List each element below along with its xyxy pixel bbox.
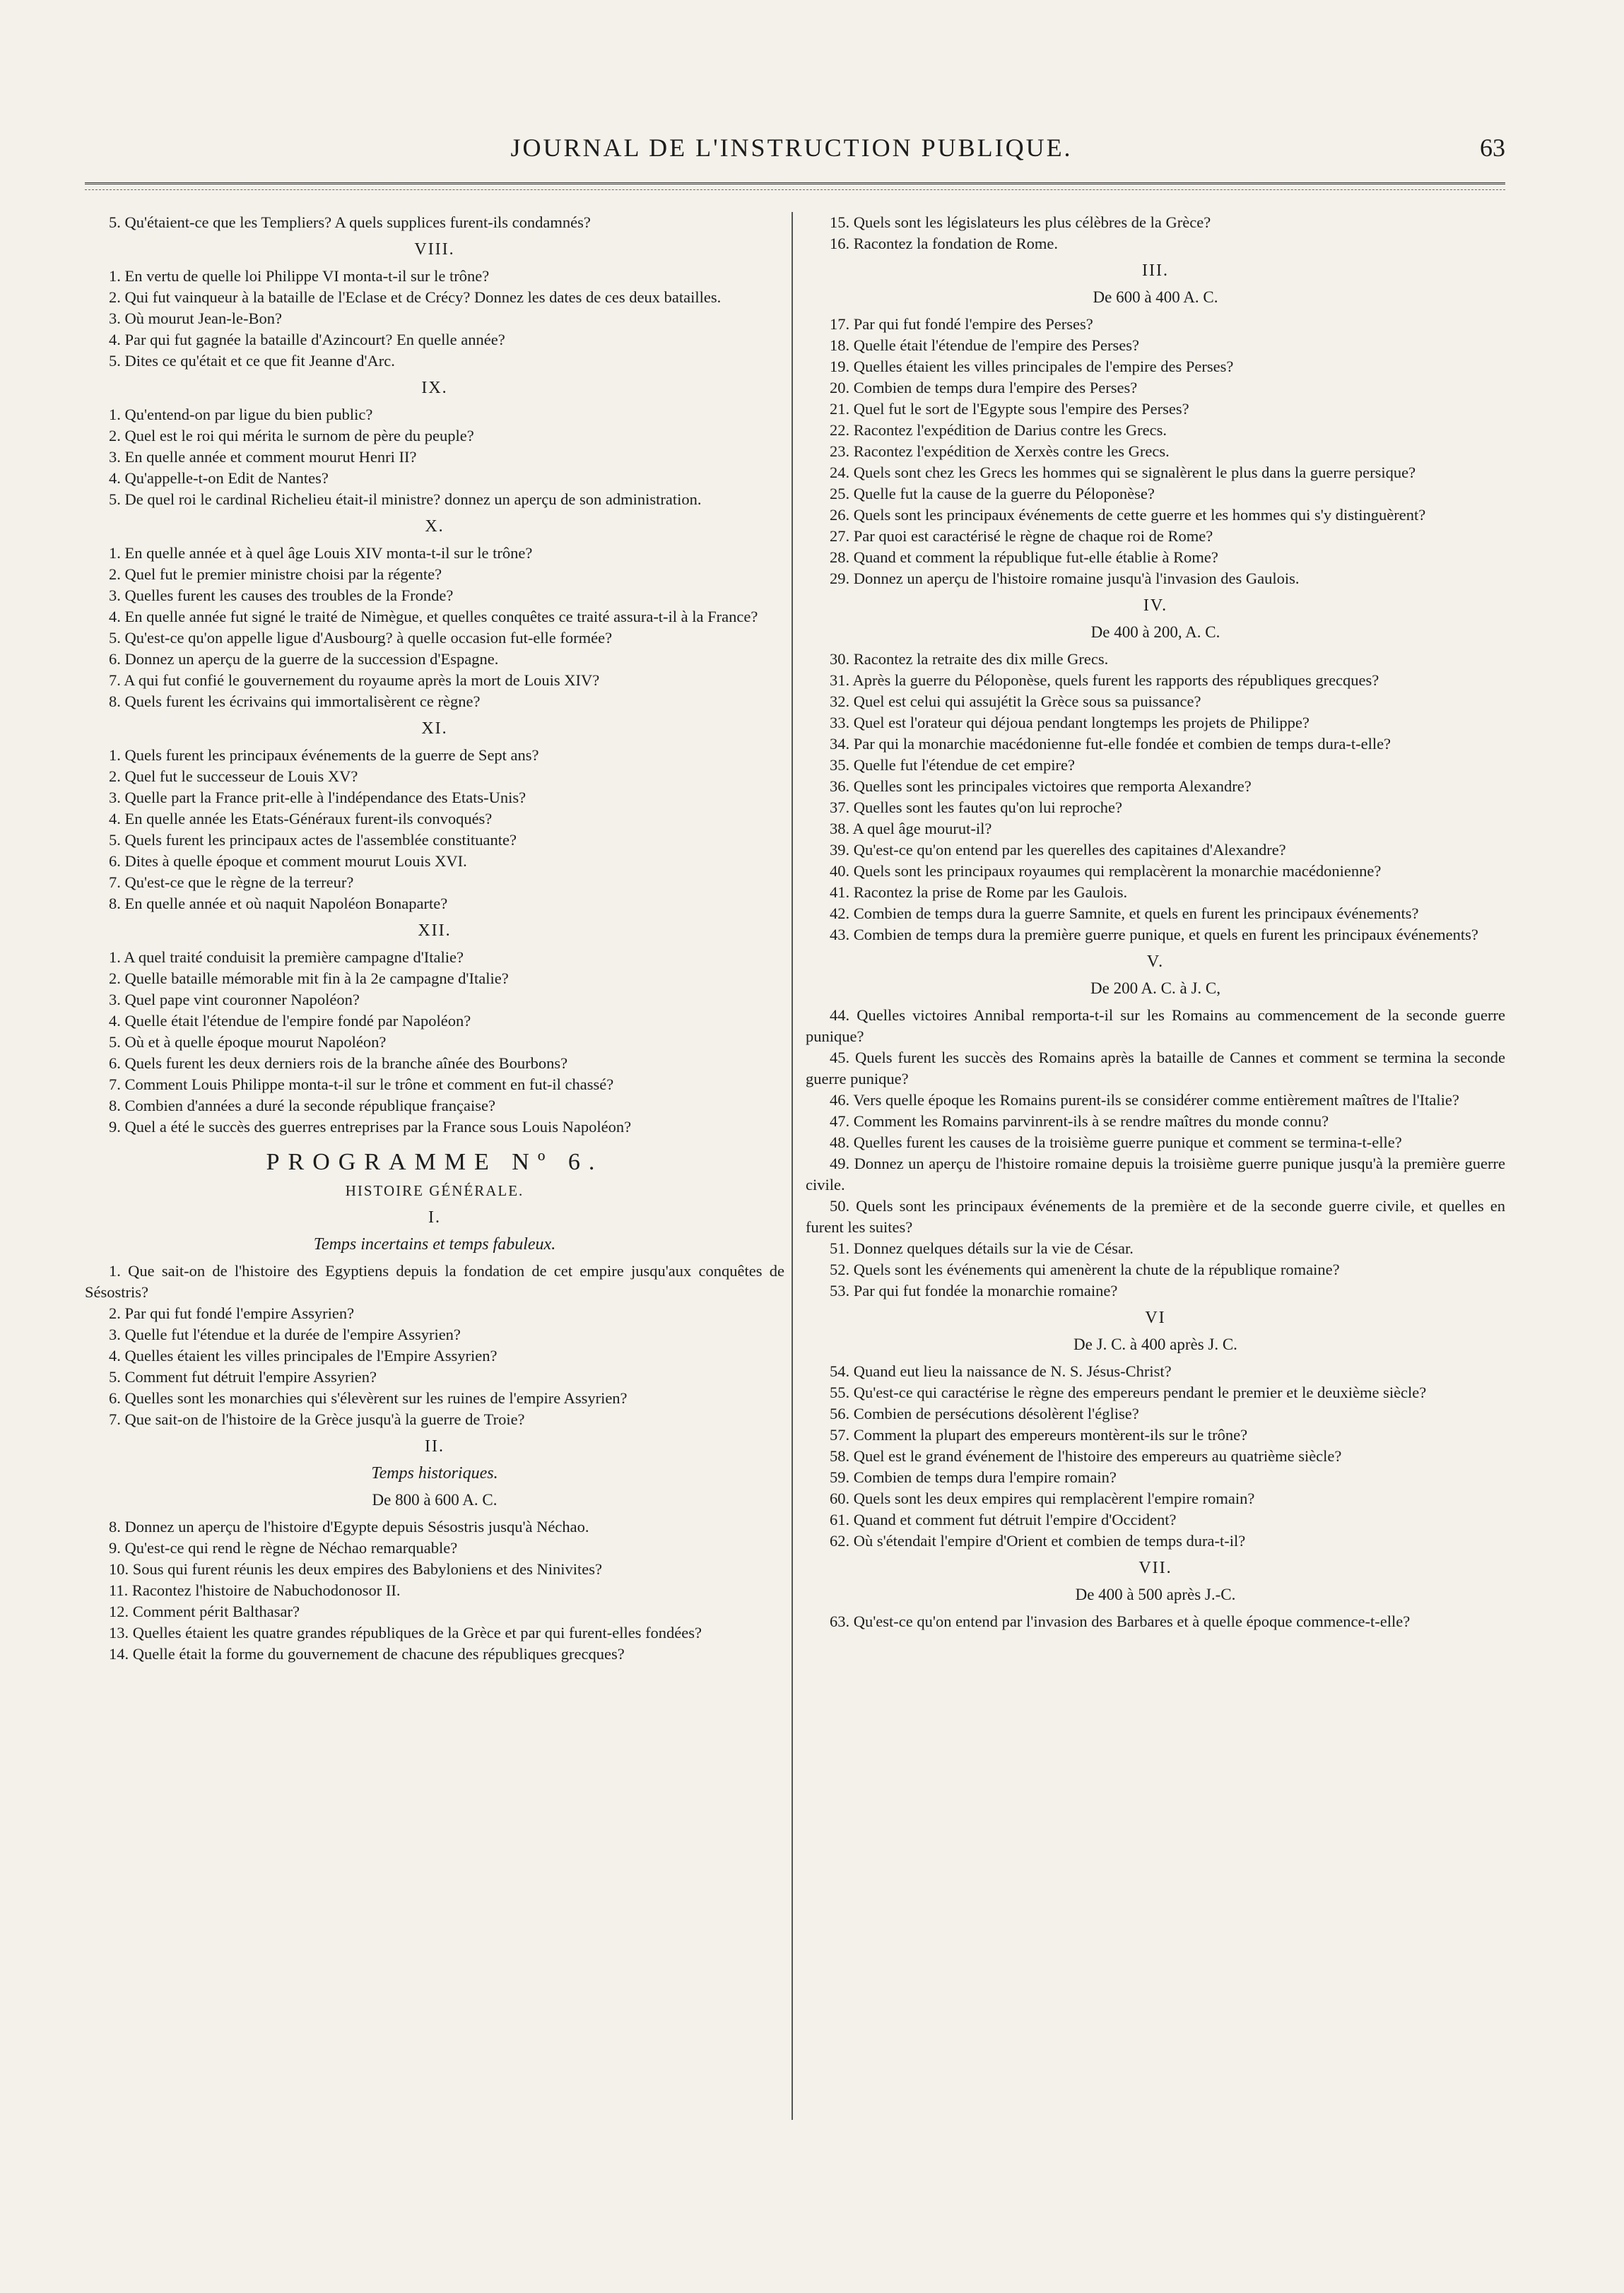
question: 5. Qu'étaient-ce que les Templiers? A quels supplices furent-ils condamnés? [109, 213, 591, 231]
question-item: 41. Racontez la prise de Rome par les Gaulois. [830, 883, 1128, 901]
question-item: 42. Combien de temps dura la guerre Samnite, et quels en furent les principaux événements? [830, 904, 1419, 922]
section-subtitle: Temps incertains et temps fabuleux. [313, 1235, 556, 1254]
question-item: 4. Quelles étaient les villes principales de l'Empire Assyrien? [109, 1347, 498, 1364]
section-heading: II. [425, 1437, 445, 1456]
question-item: 26. Quels sont les principaux événements de cette guerre et les hommes qui s'y distinguèrent? [830, 506, 1426, 524]
question-item: 30. Racontez la retraite des dix mille Grecs. [830, 650, 1109, 668]
question-item: 46. Vers quelle époque les Romains purent-ils se considérer comme entièrement maîtres de l'Italie? [830, 1091, 1459, 1109]
programme-heading: PROGRAMME Nº 6. [266, 1149, 604, 1175]
question-item: 2. Quelle bataille mémorable mit fin à la 2e campagne d'Italie? [109, 969, 509, 987]
question-item: 4. Par qui fut gagnée la bataille d'Azincourt? En quelle année? [109, 331, 505, 348]
question-list [806, 1005, 1505, 1302]
question-item: 7. Que sait-on de l'histoire de la Grèce jusqu'à la guerre de Troie? [109, 1410, 525, 1428]
question-item: 7. Comment Louis Philippe monta-t-il sur le trône et comment en fut-il chassé? [109, 1075, 614, 1093]
section-heading: VI [1145, 1309, 1166, 1327]
question-item: 4. En quelle année les Etats-Généraux furent-ils convoqués? [109, 810, 493, 827]
question-item: 1. A quel traité conduisit la première campagne d'Italie? [109, 948, 464, 966]
section-heading: XI. [421, 719, 448, 738]
question-list [85, 745, 784, 914]
question-item: 1. Qu'entend-on par ligue du bien public? [109, 406, 373, 423]
question-item: 50. Quels sont les principaux événements de la première et de la seconde guerre civile, et quelles en furent les suites? [806, 1197, 1505, 1236]
question-item: 7. Qu'est-ce que le règne de la terreur? [109, 873, 354, 891]
section-heading: VII. [1138, 1559, 1172, 1577]
page-header [85, 133, 1505, 182]
question-item: 3. Quelle fut l'étendue et la durée de l'empire Assyrien? [109, 1326, 461, 1343]
question-item: 10. Sous qui furent réunis les deux empires des Babyloniens et des Ninivites? [109, 1560, 603, 1578]
question-list [85, 266, 784, 372]
period-heading: De 400 à 500 après J.-C. [1075, 1586, 1236, 1603]
section-heading: VIII. [414, 240, 455, 259]
section-subtitle: Temps historiques. [371, 1464, 498, 1483]
period-heading: De 800 à 600 A. C. [372, 1491, 498, 1509]
question-item: 36. Quelles sont les principales victoires que remporta Alexandre? [830, 777, 1252, 795]
question-item: 47. Comment les Romains parvinrent-ils à se rendre maîtres du monde connu? [830, 1112, 1329, 1130]
header-rule-dashed [85, 189, 1505, 190]
question-item: 48. Quelles furent les causes de la troisième guerre punique et comment se termina-t-elle? [830, 1133, 1402, 1151]
page-number: 63 [1480, 134, 1505, 162]
question-item: 33. Quel est l'orateur qui déjoua pendant longtemps les projets de Philippe? [830, 714, 1310, 731]
question-item: 61. Quand et comment fut détruit l'empire d'Occident? [830, 1511, 1177, 1528]
question-item: 4. Qu'appelle-t-on Edit de Nantes? [109, 469, 329, 487]
question-item: 55. Qu'est-ce qui caractérise le règne des empereurs pendant le premier et le deuxième siècle? [830, 1384, 1427, 1401]
question-item: 43. Combien de temps dura la première guerre punique, et quels en furent les principaux événements? [830, 926, 1478, 943]
question-item: 4. Quelle était l'étendue de l'empire fondé par Napoléon? [109, 1012, 471, 1030]
question-item: 38. A quel âge mourut-il? [830, 820, 992, 837]
question-item: 53. Par qui fut fondée la monarchie romaine? [830, 1282, 1118, 1299]
question-item: 9. Quel a été le succès des guerres entreprises par la France sous Louis Napoléon? [109, 1118, 632, 1136]
question-item: 32. Quel est celui qui assujétit la Grèce sous sa puissance? [830, 692, 1201, 710]
question-item: 2. Quel fut le successeur de Louis XV? [109, 767, 358, 785]
question-list [806, 1611, 1505, 1632]
question-item: 24. Quels sont chez les Grecs les hommes qui se signalèrent le plus dans la guerre persique? [830, 464, 1416, 481]
section-heading: IX. [421, 379, 448, 397]
question-item: 2. Quel est le roi qui mérita le surnom de père du peuple? [109, 427, 474, 444]
question-item: 28. Quand et comment la république fut-elle établie à Rome? [830, 548, 1218, 566]
question-item: 9. Qu'est-ce qui rend le règne de Néchao remarquable? [109, 1539, 458, 1557]
question-item: 52. Quels sont les événements qui amenèrent la chute de la république romaine? [830, 1261, 1340, 1278]
question-item: 34. Par qui la monarchie macédonienne fut-elle fondée et combien de temps dura-t-elle? [830, 735, 1391, 753]
question-item: 3. Quelles furent les causes des troubles de la Fronde? [109, 586, 454, 604]
journal-title: JOURNAL DE L'INSTRUCTION PUBLIQUE. [510, 134, 1073, 162]
question-item: 15. Quels sont les législateurs les plus célèbres de la Grèce? [830, 213, 1211, 231]
question-item: 3. Quel pape vint couronner Napoléon? [109, 991, 360, 1008]
section-heading: I. [428, 1208, 441, 1227]
question-item: 8. En quelle année et où naquit Napoléon Bonaparte? [109, 895, 448, 912]
question-item: 1. Que sait-on de l'histoire des Egyptiens depuis la fondation de cet empire jusqu'aux conquêtes de Sésostris? [85, 1262, 784, 1301]
question-item: 14. Quelle était la forme du gouvernement de chacune des républiques grecques? [109, 1645, 625, 1663]
question-list [806, 314, 1505, 589]
question-item: 8. Combien d'années a duré la seconde république française? [109, 1097, 495, 1114]
section-heading: XII. [418, 921, 452, 940]
question-item: 4. En quelle année fut signé le traité de Nimègue, et quelles conquêtes ce traité assura-t-il à la France? [109, 608, 758, 625]
question-item: 20. Combien de temps dura l'empire des Perses? [830, 379, 1138, 396]
question-item: 6. Dites à quelle époque et comment mourut Louis XVI. [109, 852, 467, 870]
question-item: 6. Quelles sont les monarchies qui s'élevèrent sur les ruines de l'empire Assyrien? [109, 1389, 628, 1407]
question-item: 22. Racontez l'expédition de Darius contre les Grecs. [830, 421, 1167, 439]
question-list [85, 404, 784, 510]
question-item: 35. Quelle fut l'étendue de cet empire? [830, 756, 1076, 774]
question-item: 2. Qui fut vainqueur à la bataille de l'Eclase et de Crécy? Donnez les dates de ces deux batailles. [109, 288, 722, 306]
question-item: 2. Par qui fut fondé l'empire Assyrien? [109, 1304, 355, 1322]
question-item: 29. Donnez un aperçu de l'histoire romaine jusqu'à l'invasion des Gaulois. [830, 570, 1300, 587]
question-item: 51. Donnez quelques détails sur la vie de César. [830, 1239, 1134, 1257]
question-item: 5. De quel roi le cardinal Richelieu était-il ministre? donnez un aperçu de son administration. [109, 490, 702, 508]
question-item: 18. Quelle était l'étendue de l'empire des Perses? [830, 336, 1139, 354]
question-item: 44. Quelles victoires Annibal remporta-t-il sur les Romains au commencement de la seconde guerre punique? [806, 1006, 1505, 1045]
question-item: 16. Racontez la fondation de Rome. [830, 235, 1059, 252]
question-list [85, 1261, 784, 1430]
question-item: 5. Qu'est-ce qu'on appelle ligue d'Ausbourg? à quelle occasion fut-elle formée? [109, 629, 613, 647]
question-item: 12. Comment périt Balthasar? [109, 1603, 300, 1620]
question-item: 6. Donnez un aperçu de la guerre de la succession d'Espagne. [109, 650, 499, 668]
question-item: 57. Comment la plupart des empereurs montèrent-ils sur le trône? [830, 1426, 1248, 1444]
section-heading: IV. [1143, 596, 1168, 615]
question-item: 27. Par quoi est caractérisé le règne de chaque roi de Rome? [830, 527, 1213, 545]
question-list [85, 1516, 784, 1665]
question-item: 6. Quels furent les deux derniers rois de la branche aînée des Bourbons? [109, 1054, 568, 1072]
question-item: 5. Dites ce qu'était et ce que fit Jeanne d'Arc. [109, 352, 395, 370]
question-list [806, 649, 1505, 945]
question-list [85, 947, 784, 1138]
question-item: 25. Quelle fut la cause de la guerre du Péloponèse? [830, 485, 1155, 502]
question-item: 39. Qu'est-ce qu'on entend par les querelles des capitaines d'Alexandre? [830, 841, 1286, 859]
question-item: 3. Quelle part la France prit-elle à l'indépendance des Etats-Unis? [109, 789, 526, 806]
section-heading: III. [1142, 261, 1169, 280]
section-heading: V. [1146, 953, 1165, 971]
question-item: 56. Combien de persécutions désolèrent l'église? [830, 1405, 1139, 1422]
question-item: 63. Qu'est-ce qu'on entend par l'invasion des Barbares et à quelle époque commence-t-elle? [830, 1613, 1411, 1630]
question-list [85, 543, 784, 712]
question-item: 17. Par qui fut fondé l'empire des Perses? [830, 315, 1093, 333]
question-item: 11. Racontez l'histoire de Nabuchodonosor II. [109, 1581, 401, 1599]
left-column [85, 212, 784, 1665]
question-list [806, 1361, 1505, 1552]
question-item: 19. Quelles étaient les villes principales de l'empire des Perses? [830, 358, 1234, 375]
question-item: 7. A qui fut confié le gouvernement du royaume après la mort de Louis XIV? [109, 671, 600, 689]
question-item: 23. Racontez l'expédition de Xerxès contre les Grecs. [830, 442, 1170, 460]
question-item: 13. Quelles étaient les quatre grandes républiques de la Grèce et par qui furent-elles fondées? [109, 1624, 702, 1641]
section-heading: X. [425, 517, 445, 536]
question-item: 62. Où s'étendait l'empire d'Orient et combien de temps dura-t-il? [830, 1532, 1246, 1550]
question-item: 31. Après la guerre du Péloponèse, quels furent les rapports des républiques grecques? [830, 671, 1379, 689]
question-item: 60. Quels sont les deux empires qui remplacèrent l'empire romain? [830, 1490, 1255, 1507]
question-item: 45. Quels furent les succès des Romains après la bataille de Cannes et comment se termina la seconde guerre punique? [806, 1049, 1505, 1087]
question-item: 37. Quelles sont les fautes qu'on lui reproche? [830, 798, 1122, 816]
period-heading: De 200 A. C. à J. C, [1090, 979, 1220, 997]
question-list [806, 212, 1505, 254]
question-item: 3. Où mourut Jean-le-Bon? [109, 310, 282, 327]
right-column [806, 212, 1505, 1632]
column-divider [792, 212, 793, 2120]
question-item: 1. En quelle année et à quel âge Louis XIV monta-t-il sur le trône? [109, 544, 533, 562]
question-item: 8. Donnez un aperçu de l'histoire d'Egypte depuis Sésostris jusqu'à Néchao. [109, 1518, 589, 1535]
question-item: 40. Quels sont les principaux royaumes qui remplacèrent la monarchie macédonienne? [830, 862, 1382, 880]
period-heading: De 400 à 200, A. C. [1090, 623, 1220, 641]
question-item: 8. Quels furent les écrivains qui immortalisèrent ce règne? [109, 692, 481, 710]
question-item: 2. Quel fut le premier ministre choisi par la régente? [109, 565, 442, 583]
question-item: 5. Comment fut détruit l'empire Assyrien? [109, 1368, 377, 1386]
question-item: 1. En vertu de quelle loi Philippe VI monta-t-il sur le trône? [109, 267, 490, 285]
header-rule [85, 182, 1505, 184]
question-item: 5. Où et à quelle époque mourut Napoléon? [109, 1033, 387, 1051]
question-item: 21. Quel fut le sort de l'Egypte sous l'empire des Perses? [830, 400, 1189, 418]
question-item: 58. Quel est le grand événement de l'histoire des empereurs au quatrième siècle? [830, 1447, 1342, 1465]
question-item: 1. Quels furent les principaux événements de la guerre de Sept ans? [109, 746, 539, 764]
period-heading: De J. C. à 400 après J. C. [1073, 1336, 1237, 1353]
question-item: 49. Donnez un aperçu de l'histoire romaine depuis la troisième guerre punique jusqu'à la première guerre civile. [806, 1155, 1505, 1193]
histoire-heading: HISTOIRE GÉNÉRALE. [345, 1182, 524, 1199]
question-item: 59. Combien de temps dura l'empire romain? [830, 1468, 1117, 1486]
question-item: 5. Quels furent les principaux actes de l'assemblée constituante? [109, 831, 517, 849]
question-item: 3. En quelle année et comment mourut Henri II? [109, 448, 417, 466]
period-heading: De 600 à 400 A. C. [1093, 288, 1218, 306]
question-item: 54. Quand eut lieu la naissance de N. S. Jésus-Christ? [830, 1362, 1172, 1380]
